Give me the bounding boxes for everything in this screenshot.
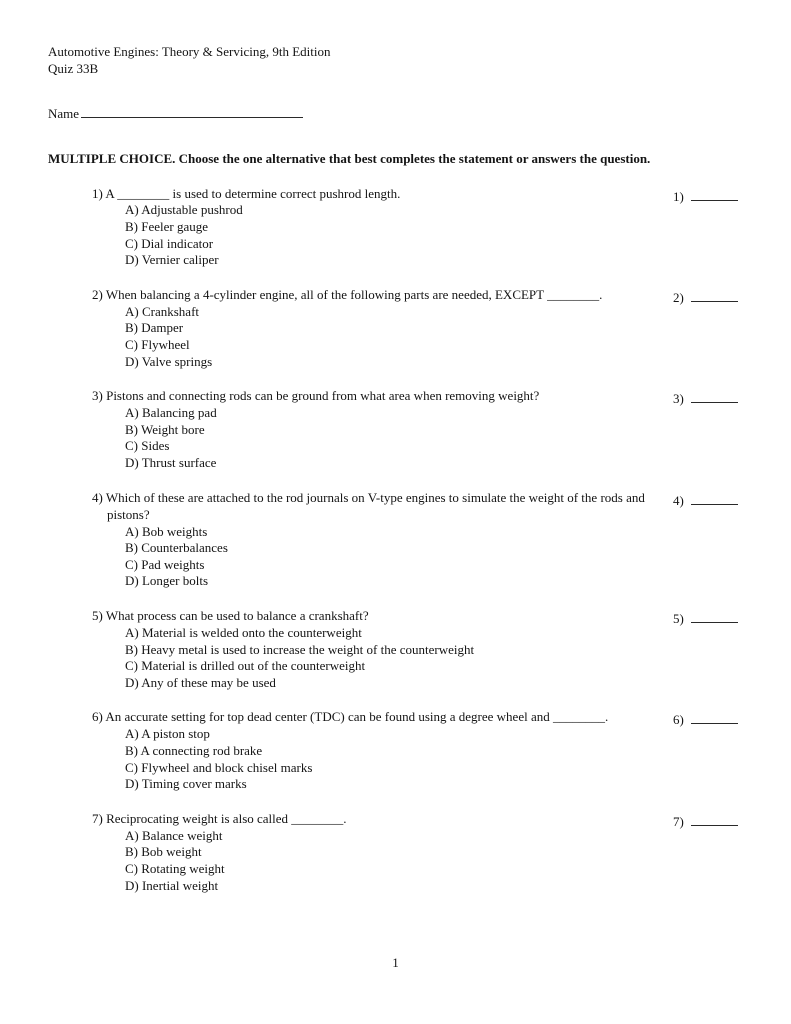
answer-blank-line <box>691 491 738 505</box>
question-number: 7) <box>92 810 103 826</box>
question-options <box>125 524 667 591</box>
question-block <box>48 287 745 370</box>
question-option: D) Timing cover marks <box>125 776 247 792</box>
question-number: 6) <box>92 709 103 725</box>
question-option: D) Valve springs <box>125 353 213 369</box>
question-body <box>48 608 673 691</box>
question-text <box>92 608 667 625</box>
question-option: C) Material is drilled out of the counterweight <box>125 658 366 674</box>
question-text <box>92 186 667 203</box>
answer-number: 3) <box>673 391 684 407</box>
question-option: A) Bob weights <box>125 523 208 539</box>
answer-number: 4) <box>673 492 684 508</box>
answer-blank-line <box>691 187 738 201</box>
question-option: C) Flywheel and block chisel marks <box>125 759 313 775</box>
question-option: A) Adjustable pushrod <box>125 202 243 218</box>
question-options <box>125 304 667 371</box>
question-option: D) Thrust surface <box>125 455 217 471</box>
question-block <box>48 186 745 269</box>
answer-number: 5) <box>673 611 684 627</box>
question-options <box>125 625 667 692</box>
question-option: A) Balance weight <box>125 827 223 843</box>
instructions: MULTIPLE CHOICE. Choose the one alternative that best completes the statement or answers the question. <box>48 150 651 166</box>
question-stem: Which of these are attached to the rod journals on V-type engines to simulate the weight of the rods and pistons? <box>105 489 645 522</box>
question-body <box>48 490 673 590</box>
question-option: C) Dial indicator <box>125 235 214 251</box>
doc-title: Automotive Engines: Theory & Servicing, 9th Edition <box>48 44 331 59</box>
question-option: B) Heavy metal is used to increase the weight of the counterweight <box>125 641 475 657</box>
answer-cell <box>673 287 745 307</box>
question-option: B) A connecting rod brake <box>125 742 263 758</box>
question-option: D) Any of these may be used <box>125 674 276 690</box>
answer-blank-line <box>691 609 738 623</box>
document-header <box>48 44 745 78</box>
question-options <box>125 726 667 793</box>
question-number: 3) <box>92 388 103 404</box>
answer-number: 2) <box>673 289 684 305</box>
answer-blank-line <box>691 710 738 724</box>
question-options <box>125 202 667 269</box>
question-option: D) Vernier caliper <box>125 252 219 268</box>
question-option: D) Longer bolts <box>125 573 209 589</box>
page-number: 1 <box>392 955 399 971</box>
question-stem: Pistons and connecting rods can be ground from what area when removing weight? <box>106 388 540 404</box>
question-stem: What process can be used to balance a crankshaft? <box>105 608 369 624</box>
answer-cell <box>673 608 745 628</box>
page-footer <box>0 955 791 972</box>
answer-blank-line <box>691 812 738 826</box>
question-option: B) Feeler gauge <box>125 219 209 235</box>
question-options <box>125 828 667 895</box>
question-option: B) Damper <box>125 320 184 336</box>
question-option: B) Weight bore <box>125 421 205 437</box>
question-option: C) Flywheel <box>125 337 190 353</box>
question-option: A) Crankshaft <box>125 303 200 319</box>
question-option: C) Pad weights <box>125 556 205 572</box>
answer-number: 1) <box>673 188 684 204</box>
question-stem: When balancing a 4-cylinder engine, all of the following parts are needed, EXCEPT ________. <box>105 286 603 302</box>
question-option: B) Counterbalances <box>125 540 228 556</box>
answer-cell <box>673 709 745 729</box>
question-text <box>92 388 667 405</box>
answer-number: 6) <box>673 712 684 728</box>
answer-blank-line <box>691 389 738 403</box>
question-option: C) Rotating weight <box>125 860 225 876</box>
question-block <box>48 388 745 471</box>
question-stem: Reciprocating weight is also called ________. <box>106 810 347 826</box>
name-label: Name <box>48 105 80 121</box>
answer-number: 7) <box>673 813 684 829</box>
question-option: B) Bob weight <box>125 844 202 860</box>
name-row <box>48 104 745 123</box>
question-block <box>48 709 745 792</box>
question-text <box>92 490 667 524</box>
doc-subtitle: Quiz 33B <box>48 60 99 76</box>
question-option: D) Inertial weight <box>125 877 219 893</box>
question-options <box>125 405 667 472</box>
question-stem: A ________ is used to determine correct pushrod length. <box>105 185 401 201</box>
question-body <box>48 388 673 471</box>
question-text <box>92 287 667 304</box>
name-blank-line <box>81 104 303 118</box>
question-body <box>48 709 673 792</box>
question-body <box>48 811 673 894</box>
question-block <box>48 608 745 691</box>
question-block <box>48 811 745 894</box>
questions-list <box>48 186 745 895</box>
question-number: 2) <box>92 286 103 302</box>
question-option: A) Material is welded onto the counterweight <box>125 624 362 640</box>
answer-cell <box>673 811 745 831</box>
question-option: C) Sides <box>125 438 170 454</box>
question-number: 5) <box>92 608 103 624</box>
answer-cell <box>673 186 745 206</box>
question-stem: An accurate setting for top dead center (TDC) can be found using a degree wheel and ________. <box>105 709 609 725</box>
answer-blank-line <box>691 288 738 302</box>
question-text <box>92 709 667 726</box>
answer-cell <box>673 490 745 510</box>
question-body <box>48 186 673 269</box>
question-option: A) Balancing pad <box>125 405 217 421</box>
question-text <box>92 811 667 828</box>
question-number: 4) <box>92 489 103 505</box>
question-block <box>48 490 745 590</box>
question-number: 1) <box>92 185 103 201</box>
answer-cell <box>673 388 745 408</box>
question-option: A) A piston stop <box>125 726 210 742</box>
question-body <box>48 287 673 370</box>
